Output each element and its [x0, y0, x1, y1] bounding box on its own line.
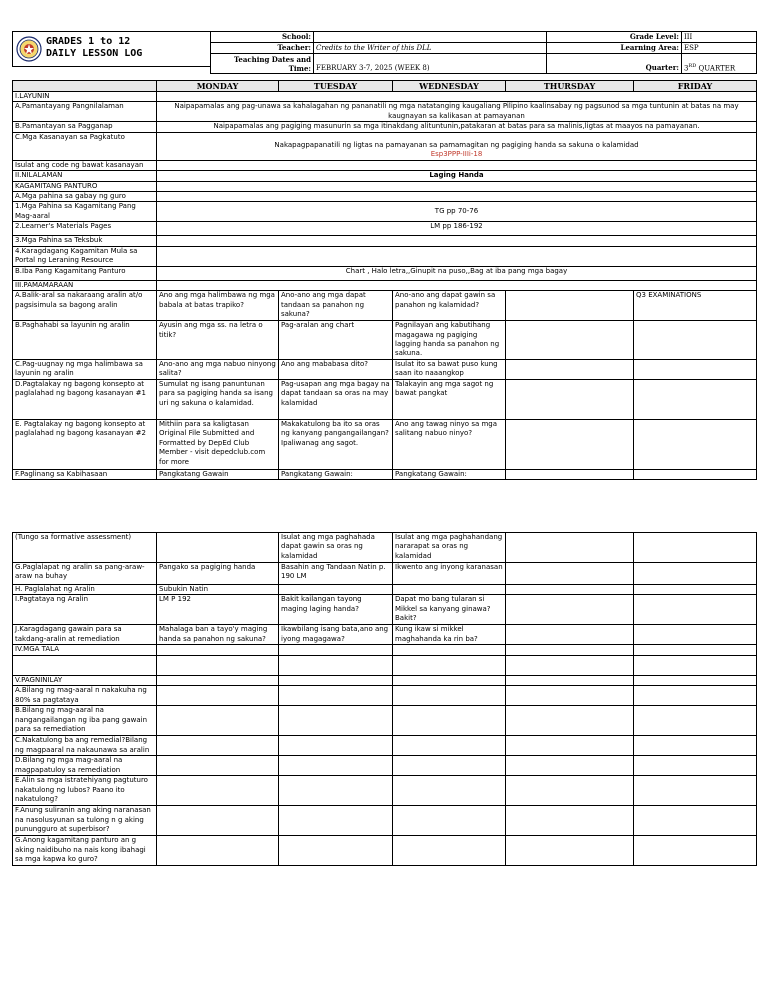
kasanayan-code: Esp3PPP-IIIi-18 — [430, 150, 483, 159]
dates-label-line2: Time: — [288, 63, 311, 73]
nilalaman-text: Laging Handa — [157, 171, 757, 181]
table-row: E.Alin sa mga istratehiyang pagtuturo nakatulong ng lubos? Paano ito nakatulong? — [13, 776, 757, 806]
table-row: (Tungo sa formative assessment) Isulat ang mga paghahada dapat gawin sa oras ng kalamidad Isulat ang mga paghahandang nararapat sa oras ng kalamidad — [13, 533, 757, 563]
table-row: D.Pagtalakay ng bagong konsepto at paglalahad ng bagong kasanayan #1 Sumulat ng isang panuntunan para sa pagiging handa sa isang uri ng sakuna o kalamidad. Pag-usapan ang mga bagay na dapat tandaan sa oras na may kalamidad Talakayin ang mga sagot ng bawat pangkat — [13, 379, 757, 419]
table-row: G.Paglalapat ng aralin sa pang-araw-araw na buhay Pangako sa pagiging handa Basahin ang Tandaan Natin p. 190 LM Ikwento ang inyong karanasan — [13, 563, 757, 585]
table-row: H. Paglalahat ng Aralin Subukin Natin — [13, 585, 757, 595]
lesson-log-table-part2 — [12, 532, 757, 866]
table-row: B.Paghahabi sa layunin ng aralin Ayusin ang mga ss. na letra o titik? Pag-aralan ang chart Pagnilayan ang kabutihang magagawa ng pagiging lagging handa sa panahon ng sakuna. — [13, 321, 757, 360]
day-friday: FRIDAY — [634, 81, 757, 92]
deped-seal-icon — [16, 36, 42, 62]
pahina-kagamitan-label: 1.Mga Pahina sa Kagamitang Pang Mag-aaral — [13, 202, 157, 222]
table-row — [13, 655, 757, 675]
pagganap-label: B.Pamantayan sa Pagganap — [13, 122, 157, 132]
table-row: A.Bilang ng mag-aaral n nakakuha ng 80% sa pagtataya — [13, 686, 757, 706]
day-thursday: THURSDAY — [506, 81, 634, 92]
teacher-value: Credits to the Writer of this DLL — [314, 43, 547, 54]
table-row: B.Bilang ng mag-aaral na nangangailangan ng iba pang gawain para sa remediation — [13, 706, 757, 736]
quarter-label: Quarter: — [547, 54, 682, 74]
table-row: G.Anong kagamitang panturo an g aking naidibuho na nais kong ibahagi sa mga kapwa ko guro? — [13, 836, 757, 866]
table-row: F.Paglinang sa Kabihasaan Pangkatang Gawain Pangkatang Gawain: Pangkatang Gawain: — [13, 469, 757, 479]
title-box — [12, 31, 211, 67]
gabay-label: A.Mga pahina sa gabay ng guro — [13, 192, 157, 202]
title-line-1: GRADES 1 to 12 — [46, 36, 131, 47]
pamamaraan-label: III.PAMAMARAAN — [13, 280, 157, 290]
table-row: V.PAGNINILAY — [13, 675, 757, 685]
school-value — [314, 32, 547, 43]
lm-pages: LM pp 186-192 — [157, 222, 757, 236]
pamantayang-label: A.Pamantayang Pangnilalaman — [13, 102, 157, 122]
tg-pages: TG pp 70-76 — [157, 202, 757, 222]
lesson-log-table-part1 — [12, 80, 757, 480]
day-tuesday: TUESDAY — [279, 81, 393, 92]
table-row: C.Nakatulong ba ang remedial?Bilang ng magpaaral na nakaunawa sa aralin — [13, 736, 757, 756]
layunin-heading: I.LAYUNIN — [13, 92, 157, 102]
table-row: A.Balik-aral sa nakaraang aralin at/o pagsisimula sa bagong aralin Ano ang mga halimbawa ng mga babala at batas trapiko? Ano-ano ang mga dapat tandaan sa panahon ng sakuna? Ano-ano ang dapat gawin sa panahon ng kalamidad? Q3 EXAMINATIONS — [13, 291, 757, 321]
table-row: E. Pagtalakay ng bagong konsepto at paglalahad ng bagong kasanayan #2 Mithiin para sa kaligtasan Original File Submitted and Formatted by DepEd Club Member - visit depedclub.com for more Makakatulong ba ito sa oras ng kanyang pangangailangan? Ipaliwanag ang sagot. Ano ang tawag ninyo sa mga salitang nabuo ninyo? — [13, 419, 757, 469]
header-info-table — [210, 31, 757, 74]
iba-text: Chart , Halo letra,,Ginupit na puso,,Bag at iba pang mga bagay — [157, 266, 757, 280]
school-label: School: — [211, 32, 314, 43]
learning-area-value: ESP — [682, 43, 757, 54]
learning-area-label: Learning Area: — [547, 43, 682, 54]
kasanayan-label: C.Mga Kasanayan sa Pagkatuto — [13, 132, 157, 160]
grade-level-label: Grade Level: — [547, 32, 682, 43]
day-wednesday: WEDNESDAY — [393, 81, 506, 92]
lm-label: 2.Learner's Materials Pages — [13, 222, 157, 236]
pamantayang-text: Naipapamalas ang pag-unawa sa kahalagahan ng pananatili ng mga natatanging kaugaliang Pilipino kaalinsabay ng pagsunod sa mga tuntunin at batas na may kaugnayan sa kalikasan at pamayanan — [157, 102, 757, 122]
table-row: IV.MGA TALA — [13, 645, 757, 655]
dates-label-line1: Teaching Dates and — [233, 54, 311, 64]
table-row: D.Bilang ng mga mag-aaral na magpapatuloy sa remediation — [13, 756, 757, 776]
karagdagang-label: 4.Karagdagang Kagamitan Mula sa Portal ng Leraning Resource — [13, 246, 157, 266]
table-row: F.Anung suliranin ang aking naranasan na nasolusyunan sa tulong n g aking punungguro at superbisor? — [13, 806, 757, 836]
quarter-value: 3RD QUARTER — [682, 54, 757, 74]
iba-label: B.Iba Pang Kagamitang Panturo — [13, 266, 157, 280]
kagamitan-label: KAGAMITANG PANTURO — [13, 181, 157, 191]
table-row: J.Karagdagang gawain para sa takdang-aralin at remediation Mahalaga ban a tayo'y maging handa sa panahon ng sakuna? Ikawbilang isang bata,ano ang iyong magagawa? Kung ikaw si mikkel maghahanda ka rin ba? — [13, 625, 757, 645]
day-header-row — [13, 81, 757, 92]
day-monday: MONDAY — [157, 81, 279, 92]
code-label: Isulat ang code ng bawat kasanayan — [13, 160, 157, 170]
kasanayan-text: Nakapagpapanatili ng ligtas na pamayanan sa pamamagitan ng pagiging handa sa sakuna o kalamidad — [274, 141, 639, 149]
dates-value: FEBRUARY 3-7, 2025 (WEEK 8) — [314, 54, 547, 74]
pagganap-text: Naipapamalas ang pagiging masunurin sa mga itinakdang alituntunin,patakaran at batas para sa malinis,ligtas at maayos na pamayanan. — [157, 122, 757, 132]
teksbuk-label: 3.Mga Pahina sa Teksbuk — [13, 236, 157, 246]
table-row: I.Pagtataya ng Aralin LM P 192 Bakit kailangan tayong maging laging handa? Dapat mo bang tularan si Mikkel sa kanyang ginawa? Bakit? — [13, 595, 757, 625]
kasanayan-cell — [157, 132, 757, 160]
teacher-label: Teacher: — [211, 43, 314, 54]
title-line-2: DAILY LESSON LOG — [46, 48, 143, 59]
table-row: C.Pag-uugnay ng mga halimbawa sa layunin ng aralin Ano-ano ang mga nabuo ninyong salita? Ano ang mababasa dito? Isulat ito sa bawat puso kung saan ito naaangkop — [13, 359, 757, 379]
nilalaman-label: II.NILALAMAN — [13, 171, 157, 181]
grade-level-value: III — [682, 32, 757, 43]
